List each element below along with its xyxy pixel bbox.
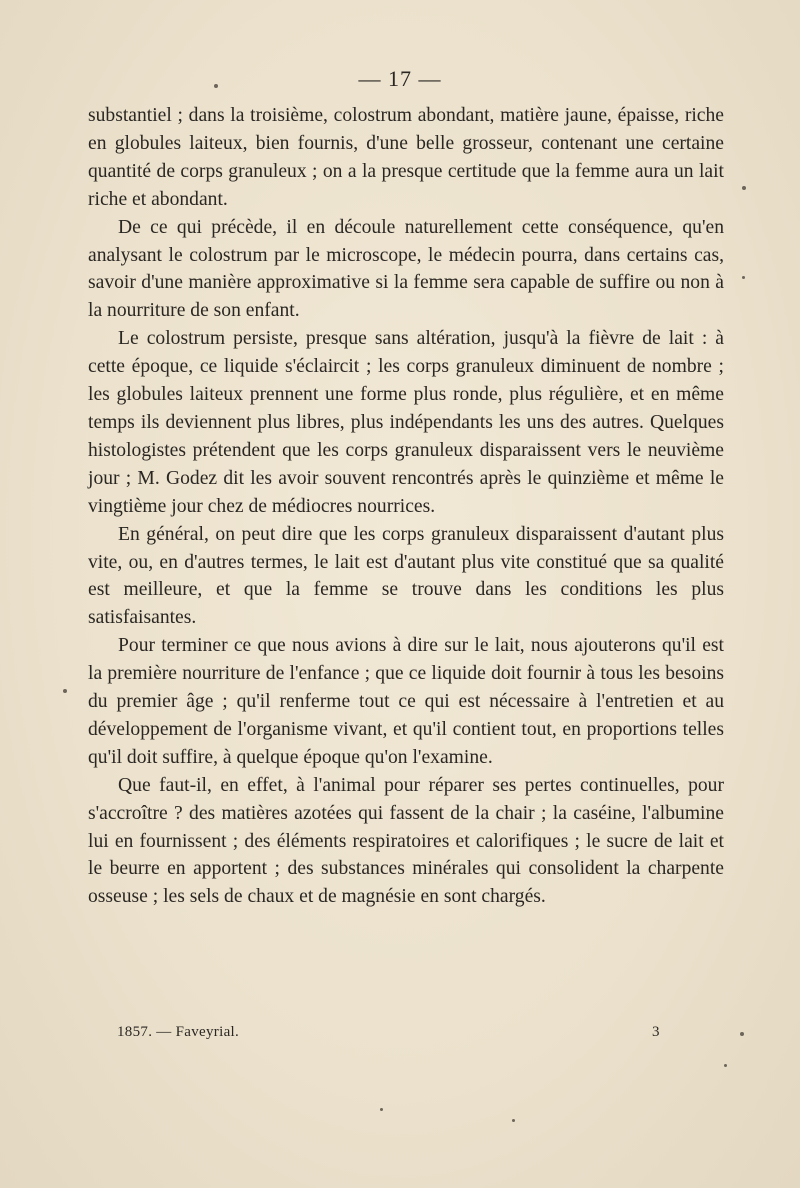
paper-speck [214, 84, 218, 88]
paper-speck [724, 1064, 727, 1067]
paragraph: De ce qui précède, il en découle naturellement cette conséquence, qu'en analysant le colostrum par le microscope, le médecin pourra, dans certains cas, savoir d'une manière approximative si la femme sera capable de suffire ou non à la nourriture de son enfant. [88, 216, 724, 322]
paper-speck [742, 186, 746, 190]
signature-mark: 3 [652, 1024, 660, 1040]
printer-signature: 1857. — Faveyrial. [117, 1024, 240, 1040]
page-number: — 17 — [358, 66, 442, 91]
paper-speck [742, 276, 745, 279]
paragraph: Le colostrum persiste, presque sans altération, jusqu'à la fièvre de lait : à cette époque, ce liquide s'éclaircit ; les corps granuleux diminuent de nombre ; les globules laiteux prennent une forme plus ronde, plus régulière, et en même temps ils deviennent plus libres, plus indépendants les uns des autres. Quelques histologistes prétendent que les corps granuleux disparaissent vers le neuvième jour ; M. Godez dit les avoir souvent rencontrés après le quinzième et même le vingtième jour chez de médiocres nourrices. [88, 328, 724, 517]
paper-speck [512, 1119, 515, 1122]
paragraph: substantiel ; dans la troisième, colostrum abondant, matière jaune, épaisse, riche en globules laiteux, bien fournis, d'une belle grosseur, contenant une certaine quantité de corps granuleux ; on a la presque certitude que la femme aura un lait riche et abondant. [88, 105, 724, 210]
paragraph: En général, on peut dire que les corps granuleux disparaissent d'autant plus vite, ou, en d'autres termes, le lait est d'autant plus vite constitué que sa qualité est meilleure, et que la femme se trouve dans les conditions les plus satisfaisantes. [88, 523, 724, 629]
paragraph: Pour terminer ce que nous avions à dire sur le lait, nous ajouterons qu'il est la première nourriture de l'enfance ; que ce liquide doit fournir à tous les besoins du premier âge ; qu'il renferme tout ce qui est nécessaire à l'entretien et au développement de l'organisme vivant, et qu'il contient tout, en proportions telles qu'il doit suffire, à quelque époque qu'on l'examine. [88, 635, 724, 768]
paper-speck [380, 1108, 383, 1111]
paragraph: Que faut-il, en effet, à l'animal pour réparer ses pertes continuelles, pour s'accroître ? des matières azotées qui fassent de la chair ; la caséine, l'albumine lui en fournissent ; des éléments respiratoires et calorifiques ; le sucre de lait et le beurre en apportent ; des substances minérales qui consolident la charpente osseuse ; les sels de chaux et de magnésie en sont chargés. [88, 774, 724, 908]
paper-speck [740, 1032, 744, 1036]
paper-speck [63, 689, 67, 693]
body-text [88, 102, 724, 911]
